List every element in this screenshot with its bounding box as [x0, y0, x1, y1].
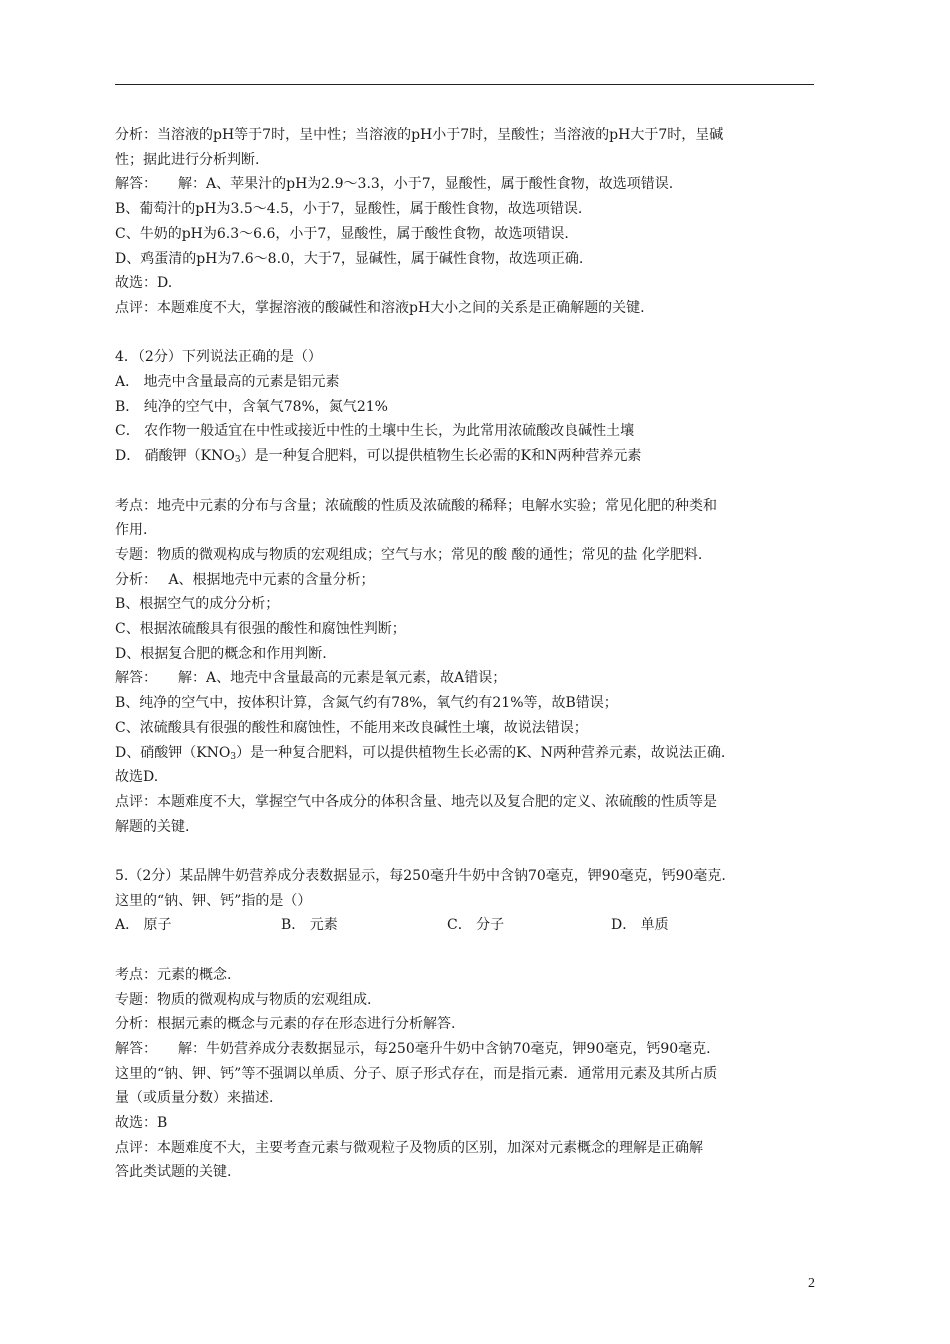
q5-kaodian: 考点：元素的概念. — [115, 966, 232, 983]
q4-analysis-line-3: C、根据浓硫酸具有很强的酸性和腐蚀性判断； — [115, 621, 406, 638]
q4-choice: 故选D. — [115, 769, 159, 786]
q3-answer-line-1: 解答： 解：A、苹果汁的pH为2.9～3.3，小于7，显酸性，属于酸性食物，故选项错误. — [115, 176, 674, 193]
q3-answer-line-4: D、鸡蛋清的pH为7.6～8.0，大于7，显碱性，属于碱性食物，故选项正确. — [115, 250, 584, 267]
q4-option-c: C． 农作物一般适宜在中性或接近中性的土壤中生长，为此常用浓硫酸改良碱性土壤 — [115, 423, 635, 440]
header-rule — [115, 84, 814, 85]
q5-answer-line-2: 这里的“钠、钾、钙”等不强调以单质、分子、原子形式存在，而是指元素．通常用元素及其所占质 — [115, 1065, 718, 1082]
q4-analysis-line-1: 分析： A、根据地壳中元素的含量分析； — [115, 571, 375, 588]
q3-comment: 点评：本题难度不大，掌握溶液的酸碱性和溶液pH大小之间的关系是正确解题的关键. — [115, 299, 645, 316]
q3-answer-line-2: B、葡萄汁的pH为3.5～4.5，小于7，显酸性，属于酸性食物，故选项错误. — [115, 201, 583, 218]
q4-kaodian-line-1: 考点：地壳中元素的分布与含量；浓硫酸的性质及浓硫酸的稀释；电解水实验；常见化肥的种类和 — [115, 497, 717, 514]
q5-comment-line-1: 点评：本题难度不大，主要考查元素与微观粒子及物质的区别，加深对元素概念的理解是正确解 — [115, 1139, 703, 1156]
q5-option-d: D． 单质 — [611, 917, 669, 934]
q4-answer-line-1: 解答： 解：A、地壳中含量最高的元素是氧元素，故A错误； — [115, 670, 507, 687]
page-number: 2 — [808, 1276, 815, 1291]
q4-analysis-line-2: B、根据空气的成分分析； — [115, 596, 280, 613]
q4-option-d-subscript: 3 — [234, 455, 241, 466]
q4-answer-4-subscript: 3 — [230, 751, 237, 762]
q5-zhuanti: 专题：物质的微观构成与物质的宏观组成. — [115, 991, 372, 1008]
q4-analysis-line-4: D、根据复合肥的概念和作用判断. — [115, 645, 327, 662]
q4-answer-line-4 — [115, 741, 825, 766]
q5-answer-line-1: 解答： 解：牛奶营养成分表数据显示，每250毫升牛奶中含钠70毫克，钾90毫克，钙90毫克. — [115, 1040, 711, 1057]
q4-option-d-text-tail: ）是一种复合肥料，可以提供植物生长必需的K和N两种营养元素 — [240, 448, 642, 465]
q4-kaodian-line-2: 作用. — [115, 522, 148, 539]
q4-comment-line-1: 点评：本题难度不大，掌握空气中各成分的体积含量、地壳以及复合肥的定义、浓硫酸的性质等是 — [115, 793, 717, 810]
q3-answer-line-3: C、牛奶的pH为6.3～6.6，小于7，显酸性，属于酸性食物，故选项错误. — [115, 225, 569, 242]
q3-choice: 故选：D. — [115, 275, 173, 292]
q4-option-d-text: D． 硝酸钾（KNO — [115, 448, 235, 465]
q4-option-b: B． 纯净的空气中，含氧气78%，氮气21% — [115, 398, 388, 415]
q5-option-c: C． 分子 — [447, 917, 505, 934]
q4-stem: 4．（2分）下列说法正确的是（） — [115, 349, 322, 366]
q3-analysis-line-2: 性；据此进行分析判断. — [115, 151, 260, 168]
q5-analysis: 分析：根据元素的概念与元素的存在形态进行分析解答. — [115, 1016, 456, 1033]
q5-options — [115, 913, 825, 938]
q4-answer-4-text: D、硝酸钾（KNO — [115, 744, 231, 761]
q5-option-a: A． 原子 — [115, 917, 172, 934]
q5-stem-line-2: 这里的“钠、钾、钙”指的是（） — [115, 892, 312, 909]
q5-option-b: B． 元素 — [281, 917, 338, 934]
q4-zhuanti: 专题：物质的微观构成与物质的宏观组成；空气与水；常见的酸 酸的通性；常见的盐 化学肥料. — [115, 546, 703, 563]
q4-option-a: A． 地壳中含量最高的元素是铝元素 — [115, 374, 340, 391]
q5-stem-line-1: 5.（2分）某品牌牛奶营养成分表数据显示，每250毫升牛奶中含钠70毫克，钾90毫克，钙90毫克. — [115, 868, 726, 885]
q4-option-d — [115, 444, 825, 469]
q3-analysis-line-1: 分析：当溶液的pH等于7时，呈中性；当溶液的pH小于7时，呈酸性；当溶液的pH大于7时，呈碱 — [115, 127, 724, 143]
q5-choice: 故选：B — [115, 1115, 168, 1132]
q4-answer-line-2: B、纯净的空气中，按体积计算，含氮气约有78%，氧气约有21%等，故B错误； — [115, 695, 618, 712]
q4-answer-4-text-tail: ）是一种复合肥料，可以提供植物生长必需的K、N两种营养元素，故说法正确. — [236, 744, 726, 761]
q4-answer-line-3: C、浓硫酸具有很强的酸性和腐蚀性，不能用来改良碱性土壤，故说法错误； — [115, 719, 588, 736]
q5-answer-line-3: 量（或质量分数）来描述. — [115, 1090, 274, 1107]
q4-comment-line-2: 解题的关键. — [115, 818, 190, 835]
page-content — [115, 123, 825, 1185]
q5-comment-line-2: 答此类试题的关键. — [115, 1164, 232, 1181]
